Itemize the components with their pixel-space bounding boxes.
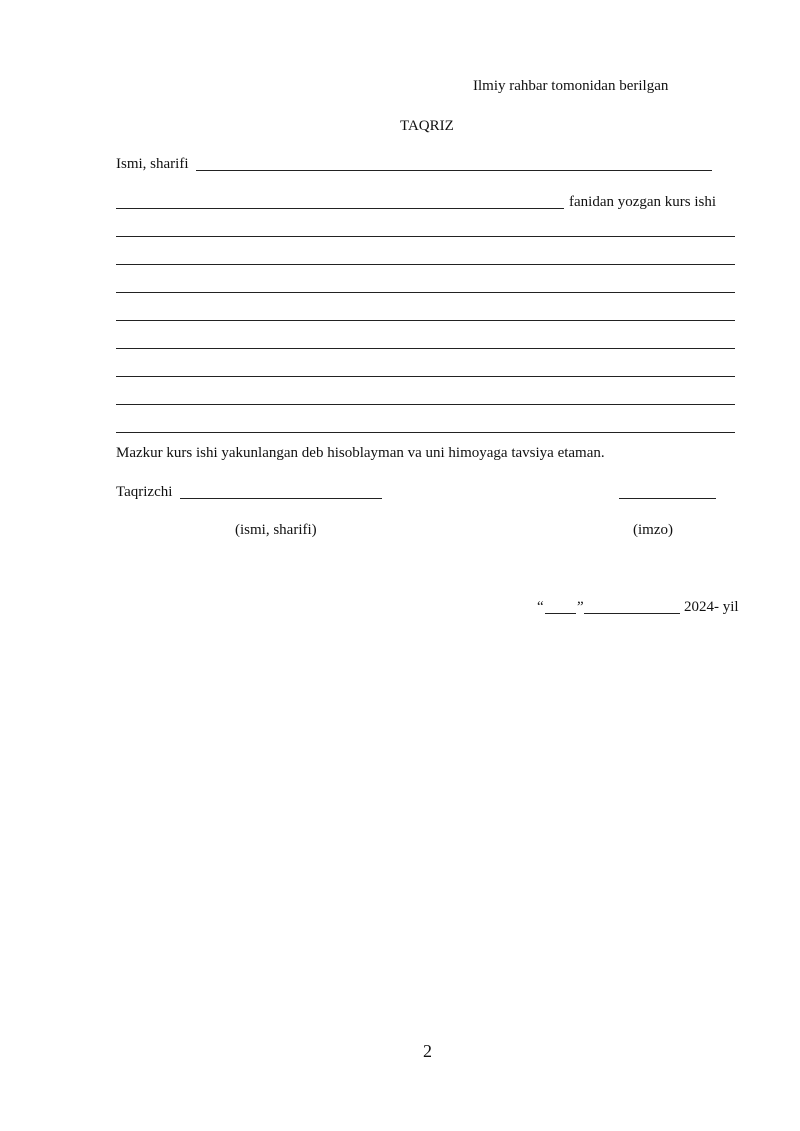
comment-line[interactable] [116,264,735,265]
comment-line[interactable] [116,236,735,237]
signature-caption: (imzo) [633,522,673,538]
comment-line[interactable] [116,432,735,433]
reviewer-label: Taqrizchi [116,484,173,500]
signature-field[interactable] [619,498,716,499]
page-number: 2 [423,1041,432,1061]
comment-line[interactable] [116,320,735,321]
reviewer-name-field[interactable] [180,498,382,499]
page-title: TAQRIZ [400,118,454,134]
date-close-quote: ” [577,599,584,615]
conclusion-text: Mazkur kurs ishi yakunlangan deb hisoblayman va uni himoyaga tavsiya etaman. [116,445,605,461]
name-label: Ismi, sharifi [116,156,189,172]
reviewer-caption: (ismi, sharifi) [235,522,317,538]
subject-field[interactable] [116,208,564,209]
subject-suffix: fanidan yozgan kurs ishi [569,194,717,210]
date-day-field[interactable] [545,613,576,614]
header-subtitle: Ilmiy rahbar tomonidan berilgan [473,78,669,94]
comment-line[interactable] [116,404,735,405]
comment-line[interactable] [116,376,735,377]
date-year-text: 2024- yil [684,599,739,615]
comment-line[interactable] [116,348,735,349]
name-field[interactable] [196,170,712,171]
date-month-field[interactable] [584,613,680,614]
date-open-quote: “ [537,599,544,615]
comment-line[interactable] [116,292,735,293]
